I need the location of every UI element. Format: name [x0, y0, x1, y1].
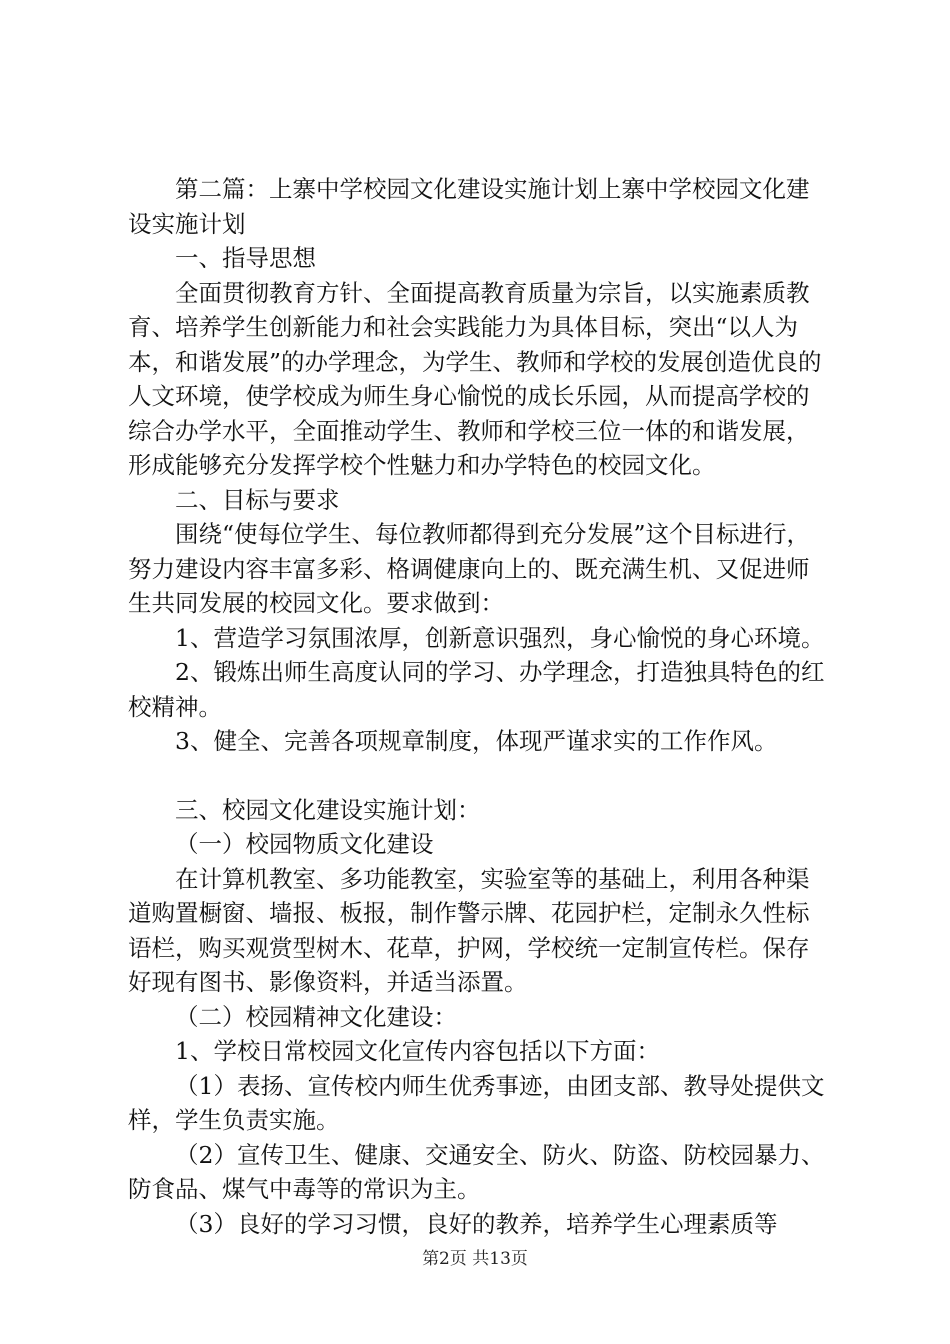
list-item: （2）宣传卫生、健康、交通安全、防火、防盗、防校园暴力、防食品、煤气中毒等的常识为主。	[128, 1140, 825, 1203]
paragraph: 围绕“使每位学生、每位教师都得到充分发展”这个目标进行，努力建设内容丰富多彩、格调健康向上的、既充满生机、又促进师生共同发展的校园文化。要求做到：	[128, 520, 811, 617]
paragraph: 在计算机教室、多功能教室，实验室等的基础上，利用各种渠道购置橱窗、墙报、板报，制作警示牌、花园护栏，定制永久性标语栏，购买观赏型树木、花草，护网，学校统一定制宣传栏。保存好现有图书、影像资料，并适当添置。	[128, 864, 810, 996]
subsection-heading: （一）校园物质文化建设	[175, 830, 434, 858]
list-item: 1、营造学习氛围浓厚，创新意识强烈，身心愉悦的身心环境。	[175, 623, 825, 652]
paragraph: 全面贯彻教育方针、全面提高教育质量为宗旨，以实施素质教育、培养学生创新能力和社会实践能力为具体目标，突出“以人为本，和谐发展”的办学理念，为学生、教师和学校的发展创造优良的人文环境，使学校成为师生身心愉悦的成长乐园，从而提高学校的综合办学水平，全面推动学生、教师和学校三位一体的和谐发展，形成能够充分发挥学校个性魅力和办学特色的校园文化。	[128, 278, 822, 479]
section-heading: 二、目标与要求	[175, 485, 340, 514]
list-item: （1）表扬、宣传校内师生优秀事迹，由团支部、教导处提供文样，学生负责实施。	[128, 1071, 825, 1134]
page-number-footer: 第2页 共13页	[422, 1249, 528, 1269]
list-item: 3、健全、完善各项规章制度，体现严谨求实的工作作风。	[175, 727, 778, 755]
section-heading: 三、校园文化建设实施计划：	[175, 795, 481, 824]
subsection-heading: （二）校园精神文化建设：	[175, 1002, 457, 1031]
list-item: 2、锻炼出师生高度认同的学习、办学理念，打造独具特色的红校精神。	[128, 658, 825, 721]
document-title: 第二篇：上寨中学校园文化建设实施计划上寨中学校园文化建设实施计划	[128, 175, 810, 238]
section-heading: 一、指导思想	[175, 244, 316, 272]
document-body	[128, 172, 828, 1241]
list-item: 1、学校日常校园文化宣传内容包括以下方面：	[175, 1037, 660, 1065]
list-item: （3）良好的学习习惯，良好的教养，培养学生心理素质等	[175, 1209, 778, 1238]
